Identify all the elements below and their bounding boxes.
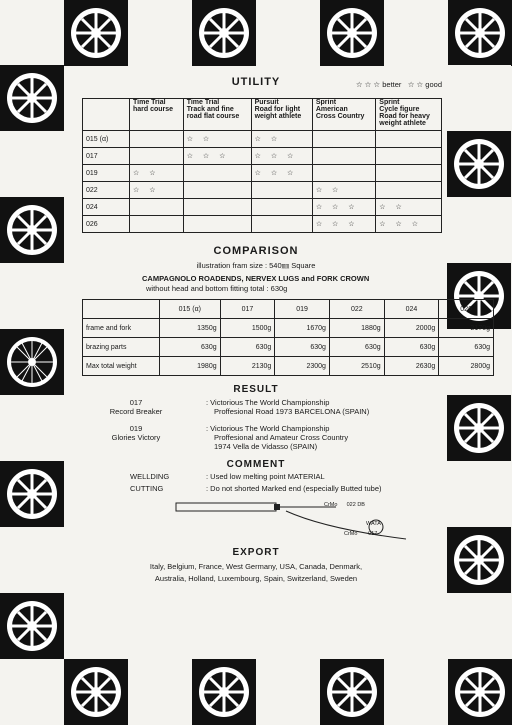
model-header: 026 <box>439 300 494 319</box>
rating-cell: ☆ ☆ ☆ <box>312 216 375 233</box>
rating-cell: ☆ ☆ <box>376 199 442 216</box>
model-header: 015 (α) <box>160 300 221 319</box>
result-model: 017 <box>129 398 143 407</box>
model-label: 024 <box>83 199 130 216</box>
weight-cell: 1670g <box>275 319 330 338</box>
rating-cell: ☆ ☆ <box>251 131 312 148</box>
rating-cell <box>130 131 184 148</box>
rating-cell <box>251 182 312 199</box>
weight-cell: 630g <box>384 338 439 357</box>
rating-cell <box>376 148 442 165</box>
rating-cell <box>130 148 184 165</box>
stamp-text: WATA <box>366 521 381 527</box>
rating-cell <box>183 199 251 216</box>
table-row <box>83 131 442 148</box>
stamp-wata <box>366 521 381 527</box>
stamp-text: CrMo <box>324 502 338 508</box>
utility-title: UTILITY <box>231 76 281 88</box>
comment-item: WELLDING : Used low melting point MATERIAL CUTTING : Do not shorted Marked end (especially Butted tube) <box>66 472 446 493</box>
result-name: Glories Victory <box>111 433 161 442</box>
rating-cell <box>251 216 312 233</box>
row-label: frame and fork <box>83 319 160 338</box>
model-label: 017 <box>83 148 130 165</box>
model-label: 015 (α) <box>83 131 130 148</box>
left-border <box>0 65 65 659</box>
wheel-icon <box>192 0 256 66</box>
weight-cell: 2510g <box>329 357 384 376</box>
table-row <box>83 182 442 199</box>
wheel-icon <box>448 659 512 725</box>
stamp-text: CrMo <box>344 531 358 537</box>
comparison-parts: CAMPAGNOLO ROADENDS, NERVEX LUGS and FORK CROWN <box>142 274 370 283</box>
export-countries-1: Italy, Belgium, France, West Germany, USA, Canada, Denmark, <box>149 562 363 571</box>
rating-cell <box>183 165 251 182</box>
table-row <box>83 216 442 233</box>
table-row <box>83 199 442 216</box>
wheel-icon <box>447 131 511 197</box>
utility-col-header: Sprint Cycle figure Road for heavy weight athlete <box>376 99 442 131</box>
wheel-icon <box>64 659 128 725</box>
utility-col-header: Time Trial Track and fine road flat course <box>183 99 251 131</box>
rating-cell: ☆ ☆ <box>130 182 184 199</box>
stamp-text: 022 DB <box>346 502 365 508</box>
result-item: 017 : Victorious The World Championship Record Breaker Proffesional Road 1973 BARCELONA (SPAIN) <box>66 398 446 416</box>
row-label: brazing parts <box>83 338 160 357</box>
row-label: Max total weight <box>83 357 160 376</box>
weight-cell: 630g <box>160 338 221 357</box>
weight-cell: 2300g <box>275 357 330 376</box>
table-row <box>83 148 442 165</box>
table-row <box>83 338 494 357</box>
result-title: RESULT <box>233 384 279 395</box>
wheel-icon <box>192 659 256 725</box>
weight-cell: 2130g <box>220 357 275 376</box>
rating-cell: ☆ ☆ ☆ <box>376 216 442 233</box>
weight-cell: 630g <box>329 338 384 357</box>
weight-cell: 2800g <box>439 357 494 376</box>
tube-diagram <box>66 499 446 543</box>
rating-cell: ☆ ☆ <box>183 131 251 148</box>
model-header: 017 <box>220 300 275 319</box>
weight-cell: 630g <box>439 338 494 357</box>
rating-cell <box>312 148 375 165</box>
rating-cell <box>376 182 442 199</box>
result-line: Proffesional Road 1973 BARCELONA (SPAIN) <box>214 407 370 416</box>
wheel-icon <box>320 0 384 66</box>
comment-label: CUTTING <box>130 484 164 493</box>
utility-col-header: Pursuit Road for light weight athlete <box>251 99 312 131</box>
top-border <box>0 0 512 65</box>
weight-cell: 2170g <box>439 319 494 338</box>
utility-col-header: Sprint American Cross Country <box>312 99 375 131</box>
result-item: 019 : Victorious The World Championship Glories Victory Proffesional and Amateur Cross Country 1974 Vella de Vidasso (SPAIN) <box>66 424 446 451</box>
utility-col-header: Time Trial hard course <box>130 99 184 131</box>
rating-cell <box>376 131 442 148</box>
result-line: Proffesional and Amateur Cross Country <box>214 433 349 442</box>
result-line: Victorious The World Championship <box>210 398 330 407</box>
wheel-icon <box>0 197 64 263</box>
table-row <box>83 319 494 338</box>
rating-cell: ☆ ☆ <box>312 182 375 199</box>
comment-text: Do not shorted Marked end (especially Butted tube) <box>210 484 382 493</box>
comparison-frame-size: illustration fram size : 540㎜ Square <box>196 261 316 270</box>
wheel-icon <box>64 0 128 66</box>
result-name: Record Breaker <box>109 407 163 416</box>
rating-cell <box>130 216 184 233</box>
legend-good: ☆ ☆ good <box>407 80 442 89</box>
model-label: 019 <box>83 165 130 182</box>
weight-cell: 2000g <box>384 319 439 338</box>
rating-cell: ☆ ☆ <box>130 165 184 182</box>
model-label: 026 <box>83 216 130 233</box>
wheel-icon <box>0 593 64 659</box>
rating-cell: ☆ ☆ ☆ <box>251 165 312 182</box>
wheel-icon <box>320 659 384 725</box>
rating-cell <box>251 199 312 216</box>
rating-cell: ☆ ☆ ☆ <box>183 148 251 165</box>
model-header: 022 <box>329 300 384 319</box>
result-line: Victorious The World Championship <box>210 424 330 433</box>
bottom-border <box>0 659 512 724</box>
wheel-icon <box>0 461 64 527</box>
model-header: 019 <box>275 300 330 319</box>
rating-cell <box>183 182 251 199</box>
comment-label: WELLDING <box>130 472 170 481</box>
result-model: 019 <box>129 424 143 433</box>
model-header: 024 <box>384 300 439 319</box>
wheel-icon <box>0 65 64 131</box>
table-row <box>83 357 494 376</box>
weight-cell: 1500g <box>220 319 275 338</box>
export-title: EXPORT <box>232 547 280 558</box>
result-line: 1974 Vella de Vidasso (SPAIN) <box>214 442 318 451</box>
spec-sheet <box>66 66 490 658</box>
rating-cell <box>312 131 375 148</box>
spoked-wheel-icon <box>0 329 64 395</box>
wheel-icon <box>447 395 511 461</box>
weight-cell: 630g <box>275 338 330 357</box>
utility-legend <box>356 80 442 89</box>
rating-cell <box>376 165 442 182</box>
comment-text: Used low melting point MATERIAL <box>210 472 325 481</box>
comparison-table <box>82 299 494 376</box>
weight-cell: 2630g <box>384 357 439 376</box>
tube-drawing <box>106 499 476 543</box>
rating-cell <box>312 165 375 182</box>
weight-cell: 630g <box>220 338 275 357</box>
rating-cell: ☆ ☆ ☆ <box>251 148 312 165</box>
weight-cell: 1350g <box>160 319 221 338</box>
comment-title: COMMENT <box>226 459 286 470</box>
wheel-icon <box>448 0 512 66</box>
weight-cell: 1980g <box>160 357 221 376</box>
rating-cell <box>130 199 184 216</box>
comparison-title: COMPARISON <box>213 245 299 257</box>
utility-table <box>82 98 442 233</box>
export-countries-2: Australia, Holland, Luxembourg, Spain, Switzerland, Sweden <box>154 574 358 583</box>
legend-better: ☆ ☆ ☆ better <box>355 80 402 89</box>
model-label: 022 <box>83 182 130 199</box>
table-row <box>83 165 442 182</box>
stamp-text: 017 <box>368 531 378 537</box>
comparison-note: without head and bottom fitting total : 630g <box>146 284 288 293</box>
rating-cell: ☆ ☆ ☆ <box>312 199 375 216</box>
weight-cell: 1880g <box>329 319 384 338</box>
rating-cell <box>183 216 251 233</box>
stamp-crmo-017 <box>344 531 377 537</box>
stamp-crmo-022 <box>324 502 365 508</box>
